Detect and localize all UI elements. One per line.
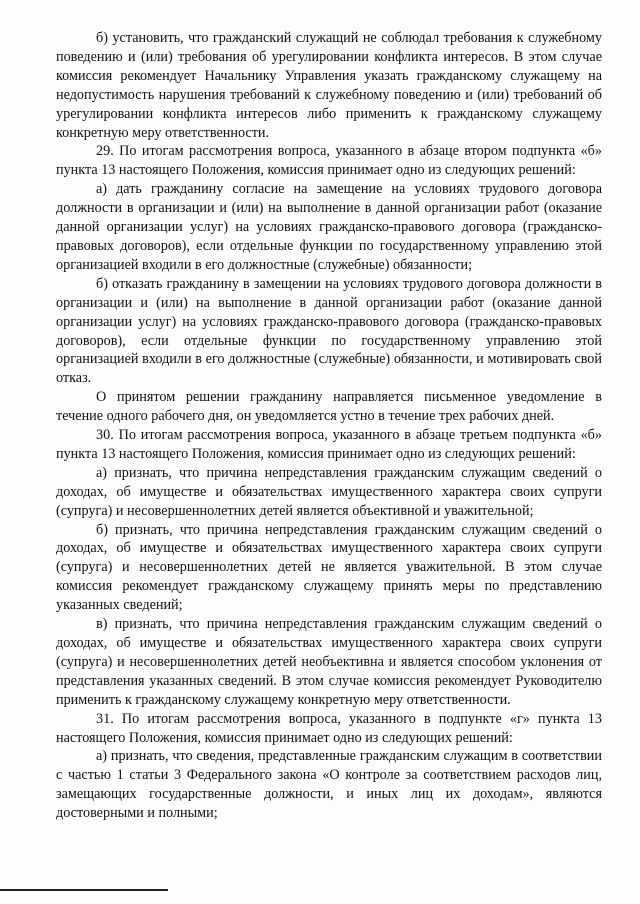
- paragraph: 30. По итогам рассмотрения вопроса, указанного в абзаце третьем подпункта «б» пункта 13 настоящего Положения, комиссия принимает одно из следующих решений:: [56, 427, 602, 462]
- paragraph: б) признать, что причина непредставления гражданским служащим сведений о доходах, об имуществе и обязательствах имущественного характера своих супруги (супруга) и несовершеннолетних детей не является уважительной. В этом случае комиссия рекомендует гражданскому служащему принять меры по представлению указанных сведений;: [56, 521, 602, 614]
- paragraph: б) отказать гражданину в замещении на условиях трудового договора должности в организации и (или) на выполнение в данной организации работ (оказание данной организации услуг) на условиях гражданско-правового договора (гражданско-правовых договоров), если отдельные функции по государственному управлению этой организацией входили в его должностные (служебные) обязанности, и мотивировать свой отказ.: [56, 275, 602, 387]
- document-body: [56, 29, 602, 823]
- paragraph: а) признать, что причина непредставления гражданским служащим сведений о доходах, об имуществе и обязательствах имущественного характера своих супруги (супруга) и несовершеннолетних детей является объективной и уважительной;: [56, 464, 602, 519]
- paragraph: а) признать, что сведения, представленные гражданским служащим в соответствии с частью 1 статьи 3 Федерального закона «О контроле за соответствием расходов лиц, замещающих государственные должности, и иных лиц их доходам», являются достоверными и полными;: [56, 748, 602, 822]
- paragraph: 29. По итогам рассмотрения вопроса, указанного в абзаце втором подпункта «б» пункта 13 настоящего Положения, комиссия принимает одно из следующих решений:: [56, 143, 602, 179]
- paragraph: 31. По итогам рассмотрения вопроса, указанного в подпункте «г» пункта 13 настоящего Положения, комиссия принимает одно из следующих решений:: [56, 710, 602, 746]
- paragraph: б) установить, что гражданский служащий не соблюдал требования к служебному поведению и (или) требования об урегулировании конфликта интересов. В этом случае комиссия рекомендует Начальнику Управления указать гражданскому служащему на недопустимость нарушения требований к служебному поведению и (или) требований об урегулировании конфликта интересов либо применить к гражданскому служащему конкретную меру ответственности.: [56, 30, 602, 141]
- paragraph: а) дать гражданину согласие на замещение на условиях трудового договора должности в организации и (или) на выполнение в данной организации работ (оказание данной организации услуг) на условиях гражданско-правового договора (гражданско-правовых договоров), если отдельные функции по государственному управлению этой организацией входили в его должностные (служебные) обязанности;: [56, 181, 602, 273]
- footnote-separator-line: [0, 889, 168, 891]
- paragraph: в) признать, что причина непредставления гражданским служащим сведений о доходах, об имуществе и обязательствах имущественного характера своих супруги (супруга) и несовершеннолетних детей необъективна и является способом уклонения от представления указанных сведений. В этом случае комиссия рекомендует Руководителю применить к гражданскому служащему конкретную меру ответственности.: [56, 616, 602, 708]
- paragraph: О принятом решении гражданину направляется письменное уведомление в течение одного рабочего дня, он уведомляется устно в течение трех рабочих дней.: [56, 389, 602, 425]
